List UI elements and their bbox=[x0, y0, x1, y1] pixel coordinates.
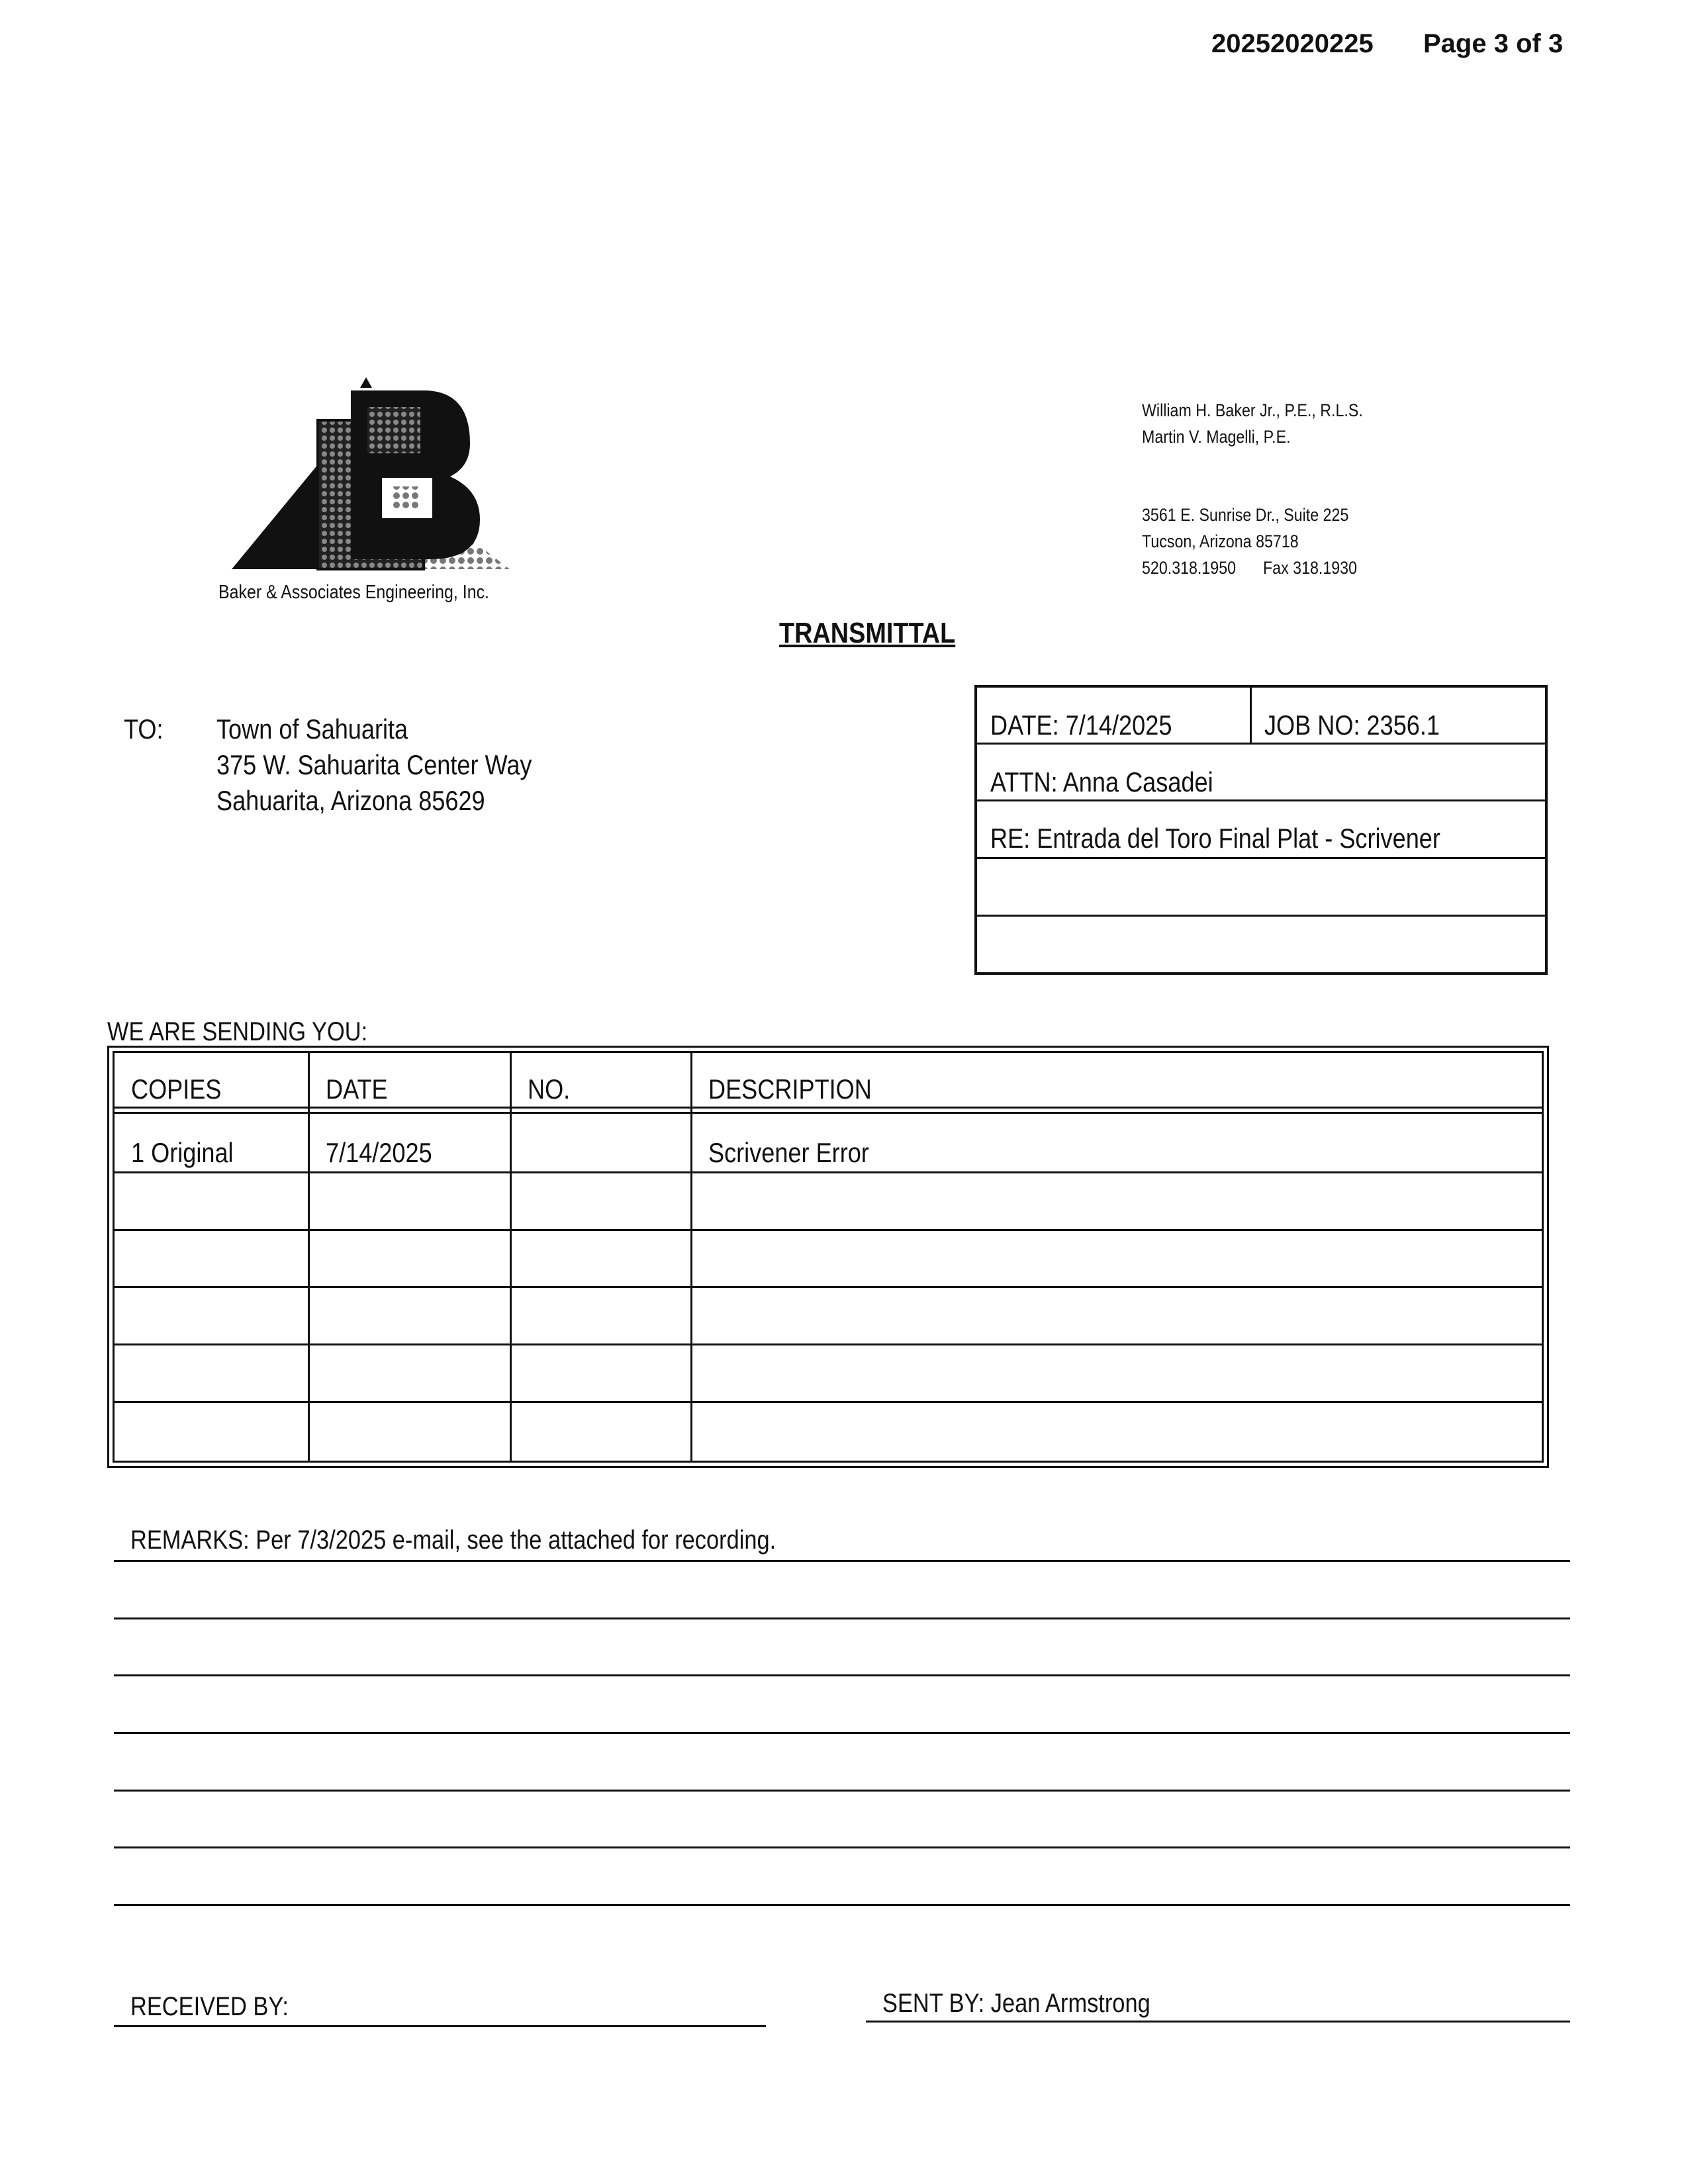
remarks-line bbox=[114, 1674, 1570, 1676]
address-line-2: Tucson, Arizona 85718 bbox=[1142, 531, 1299, 551]
to-line-3: Sahuarita, Arizona 85629 bbox=[216, 785, 485, 816]
sent-by-label: SENT BY: Jean Armstrong bbox=[882, 1989, 1150, 2018]
col-header-copies: COPIES bbox=[131, 1073, 222, 1105]
fax-number: Fax 318.1930 bbox=[1263, 558, 1358, 578]
info-job-no: JOB NO: 2356.1 bbox=[1264, 709, 1440, 741]
record-number: 20252020225 bbox=[1211, 29, 1374, 58]
header-rule bbox=[113, 1107, 1544, 1109]
row-1-copies: 1 Original bbox=[131, 1137, 234, 1168]
info-re: RE: Entrada del Toro Final Plat - Scrivener bbox=[990, 823, 1440, 854]
received-by-label: RECEIVED BY: bbox=[130, 1992, 289, 2021]
row-line bbox=[113, 1286, 1544, 1288]
remarks-line bbox=[114, 1846, 1570, 1848]
info-date: DATE: 7/14/2025 bbox=[990, 709, 1172, 741]
principal-1: William H. Baker Jr., P.E., R.L.S. bbox=[1142, 400, 1363, 420]
row-line bbox=[113, 1343, 1544, 1345]
phone-number: 520.318.1950 bbox=[1142, 558, 1237, 578]
to-line-2: 375 W. Sahuarita Center Way bbox=[216, 749, 532, 780]
to-line-1: Town of Sahuarita bbox=[216, 713, 408, 745]
row-line bbox=[113, 1401, 1544, 1403]
document-title: TRANSMITTAL bbox=[779, 617, 956, 649]
row-1-date: 7/14/2025 bbox=[326, 1137, 432, 1168]
received-by-line bbox=[114, 2025, 766, 2027]
col-header-no: NO. bbox=[528, 1073, 571, 1105]
info-box-divider bbox=[1250, 685, 1252, 743]
info-attn: ATTN: Anna Casadei bbox=[990, 766, 1213, 797]
row-line bbox=[113, 1171, 1544, 1173]
remarks-line bbox=[114, 1732, 1570, 1734]
remarks-line bbox=[114, 1560, 1570, 1562]
remarks-line bbox=[114, 1617, 1570, 1619]
address-line-1: 3561 E. Sunrise Dr., Suite 225 bbox=[1142, 505, 1349, 525]
header-rule bbox=[113, 1112, 1544, 1114]
to-label: TO: bbox=[124, 713, 164, 745]
company-logo bbox=[225, 371, 523, 582]
sending-label: WE ARE SENDING YOU: bbox=[107, 1017, 368, 1046]
page-indicator: Page 3 of 3 bbox=[1423, 29, 1564, 58]
col-header-description: DESCRIPTION bbox=[708, 1073, 872, 1105]
info-row-line bbox=[974, 915, 1548, 917]
info-row-line bbox=[974, 743, 1548, 745]
row-1-description: Scrivener Error bbox=[708, 1137, 869, 1168]
info-row-line bbox=[974, 857, 1548, 859]
sent-by-line bbox=[866, 2021, 1570, 2023]
col-header-date: DATE bbox=[326, 1073, 388, 1105]
info-row-line bbox=[974, 799, 1548, 801]
row-line bbox=[113, 1229, 1544, 1231]
remarks-text: REMARKS: Per 7/3/2025 e-mail, see the attached for recording. bbox=[130, 1525, 776, 1555]
remarks-line bbox=[114, 1790, 1570, 1792]
principal-2: Martin V. Magelli, P.E. bbox=[1142, 427, 1291, 447]
company-name: Baker & Associates Engineering, Inc. bbox=[218, 582, 489, 603]
remarks-line bbox=[114, 1904, 1570, 1906]
